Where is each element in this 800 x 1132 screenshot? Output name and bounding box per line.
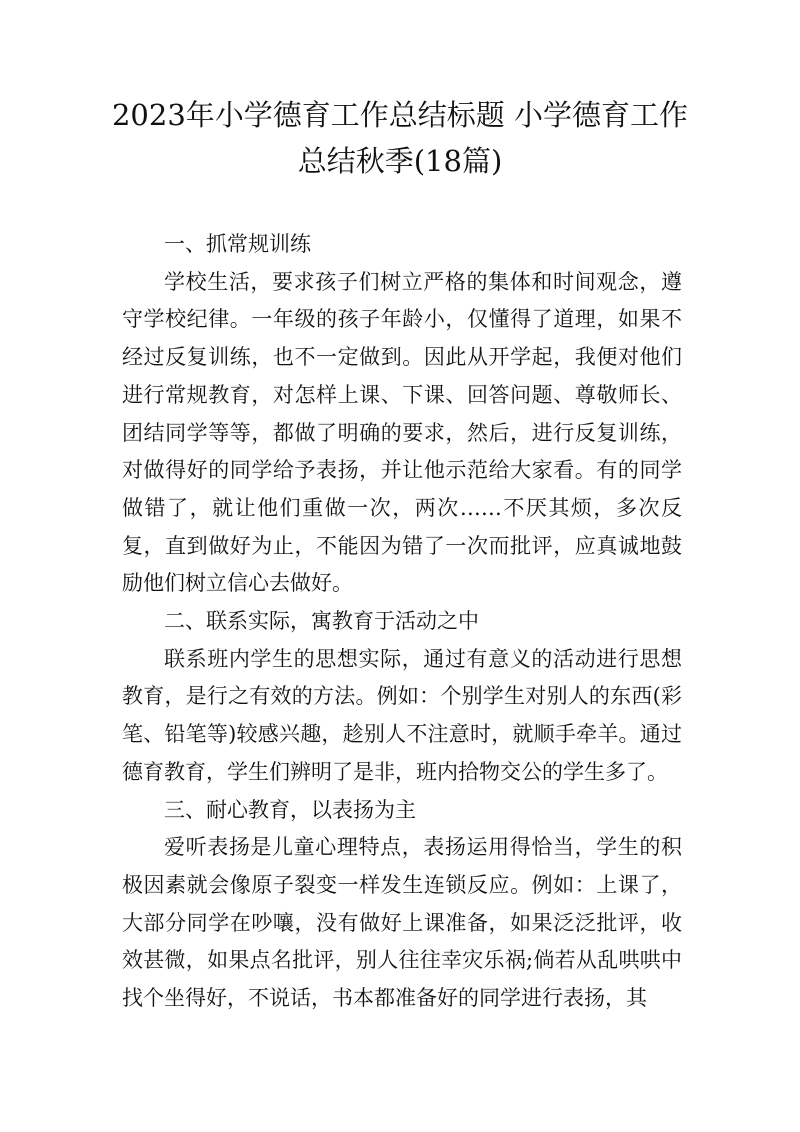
document-body (122, 226, 682, 1018)
section-heading-1: 一、抓常规训练 (164, 232, 311, 256)
section-heading-2: 二、联系实际，寓教育于活动之中 (164, 609, 479, 634)
paragraph-3: 爱听表扬是儿童心理特点，表扬运用得恰当，学生的积极因素就会像原子裂变一样发生连锁反应。例如：上课了，大部分同学在吵嚷，没有做好上课准备，如果泛泛批评，收效甚微，如果点名批评，别人往往幸灾乐祸;倘若从乱哄哄中找个坐得好，不说话，书本都准备好的同学进行表扬，其 (122, 835, 682, 1011)
paragraph-1: 学校生活，要求孩子们树立严格的集体和时间观念，遵守学校纪律。一年级的孩子年龄小，仅懂得了道理，如果不经过反复训练，也不一定做到。因此从开学起，我便对他们进行常规教育，对怎样上课、下课、回答问题、尊敬师长、团结同学等等，都做了明确的要求，然后，进行反复训练，对做得好的同学给予表扬，并让他示范给大家看。有的同学做错了，就让他们重做一次，两次……不厌其烦，多次反复，直到做好为止，不能因为错了一次而批评，应真诚地鼓励他们树立信心去做好。 (122, 269, 682, 596)
section-heading-3: 三、耐心教育，以表扬为主 (164, 797, 416, 822)
paragraph-2: 联系班内学生的思想实际，通过有意义的活动进行思想教育，是行之有效的方法。例如：个别学生对别人的东西(彩笔、铅笔等)较感兴趣，趁别人不注意时，就顺手牵羊。通过德育教育，学生们辨明了是非，班内拾物交公的学生多了。 (122, 646, 682, 784)
document-title: 2023年小学德育工作总结标题 小学德育工作总结秋季(18篇) (111, 98, 689, 178)
